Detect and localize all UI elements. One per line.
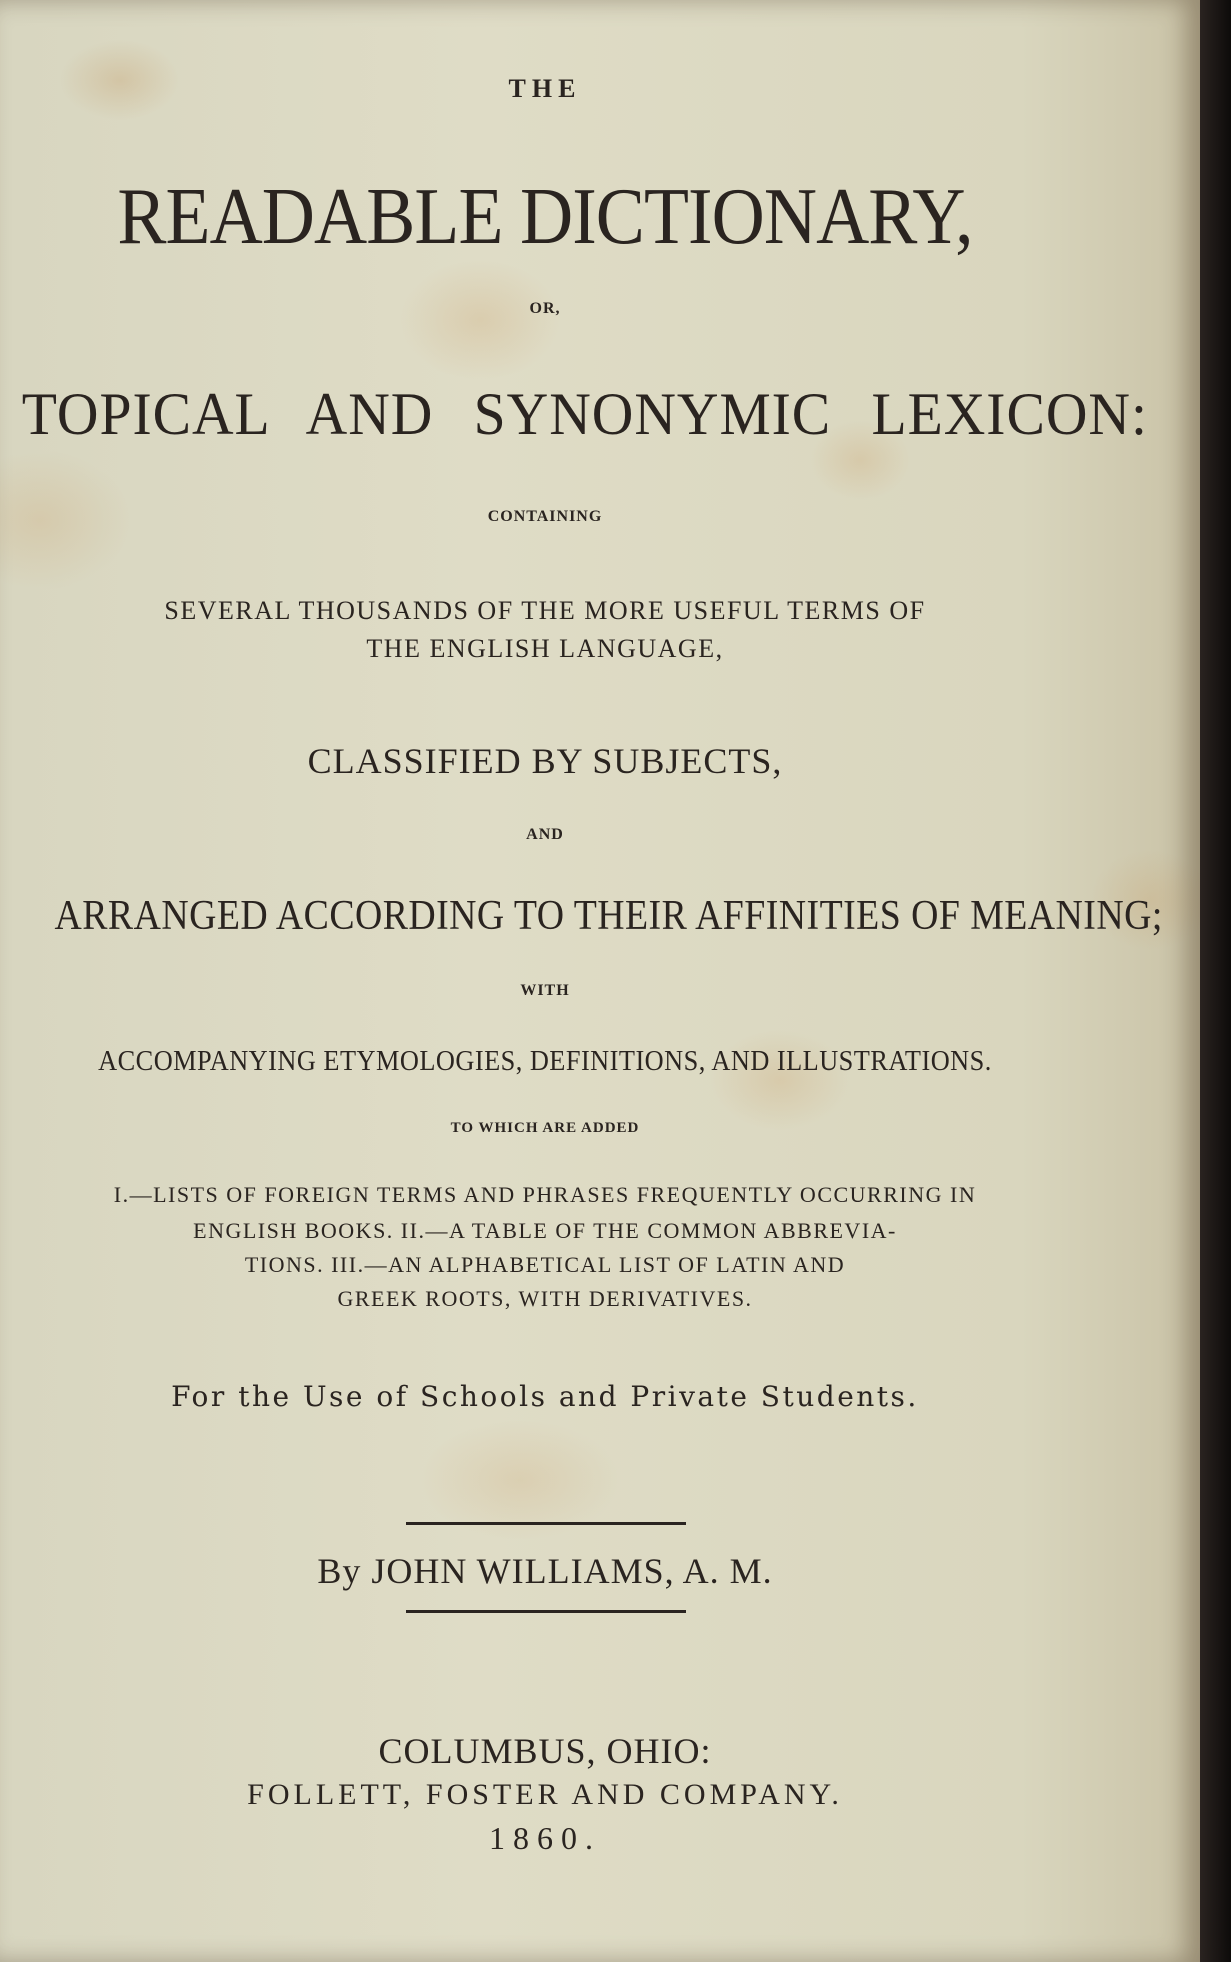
book-title: READABLE DICTIONARY,	[117, 173, 973, 261]
added-label: TO WHICH ARE ADDED	[450, 1120, 640, 1136]
conjunction-and: AND	[526, 826, 564, 843]
appendix-line-4: GREEK ROOTS, WITH DERIVATIVES.	[337, 1286, 753, 1311]
divider-top	[406, 1522, 686, 1525]
containing-label: CONTAINING	[487, 508, 603, 525]
publisher-city: COLUMBUS, OHIO:	[378, 1731, 712, 1771]
description-line-1: SEVERAL THOUSANDS OF THE MORE USEFUL TERMS OF	[164, 596, 926, 625]
publisher-name: FOLLETT, FOSTER AND COMPANY.	[247, 1778, 843, 1811]
accompanying-line: ACCOMPANYING ETYMOLOGIES, DEFINITIONS, AND ILLUSTRATIONS.	[98, 1046, 992, 1077]
book-subtitle: TOPICAL AND SYNONYMIC LEXICON:	[21, 381, 1148, 447]
article-the: THE	[508, 74, 582, 103]
divider-bottom	[406, 1610, 686, 1613]
appendix-line-3: TIONS. III.—AN ALPHABETICAL LIST OF LATIN AND	[244, 1252, 846, 1277]
arranged-line: ARRANGED ACCORDING TO THEIR AFFINITIES OF MEANING;	[54, 893, 1163, 939]
description-line-2: THE ENGLISH LANGUAGE,	[366, 634, 724, 663]
conjunction-with: WITH	[520, 982, 570, 999]
appendix-line-2: ENGLISH BOOKS. II.—A TABLE OF THE COMMON ABBREVIA-	[193, 1218, 897, 1243]
author-line: By JOHN WILLIAMS, A. M.	[317, 1551, 773, 1591]
classified-line: CLASSIFIED BY SUBJECTS,	[307, 741, 783, 781]
audience-line: For the Use of Schools and Private Students.	[171, 1380, 919, 1413]
conjunction-or: OR,	[529, 300, 561, 317]
publication-year: 1860.	[489, 1820, 601, 1856]
book-spine-shadow	[1200, 0, 1231, 1962]
appendix-line-1: I.—LISTS OF FOREIGN TERMS AND PHRASES FREQUENTLY OCCURRING IN	[113, 1182, 977, 1207]
